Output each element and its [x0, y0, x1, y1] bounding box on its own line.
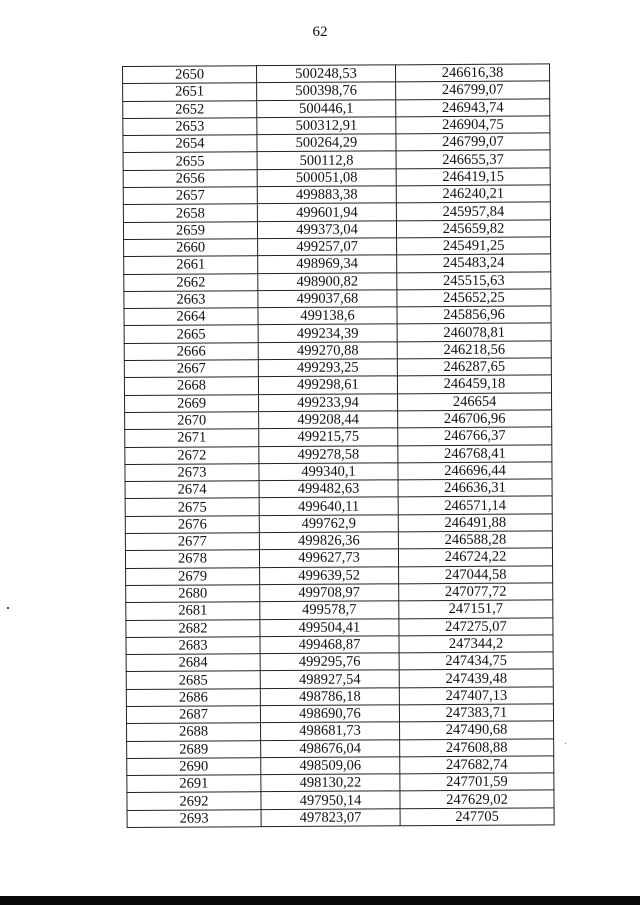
table-row: [126, 600, 553, 620]
table-row: [124, 306, 551, 326]
table-row: [124, 289, 551, 309]
point-number-cell: 2651: [123, 83, 257, 101]
table-row: [125, 496, 552, 516]
y-coordinate-cell: 247434,75: [399, 652, 553, 670]
point-number-cell: 2662: [124, 273, 258, 291]
point-number-cell: 2686: [126, 688, 260, 706]
table-row: [126, 635, 553, 655]
x-coordinate-cell: 498676,04: [261, 739, 400, 757]
y-coordinate-cell: 247608,88: [400, 738, 554, 756]
y-coordinate-cell: 246287,65: [397, 358, 551, 376]
table-row: [124, 341, 551, 361]
coordinates-table-wrapper: [122, 63, 555, 828]
x-coordinate-cell: 499373,04: [257, 220, 396, 238]
y-coordinate-cell: 246218,56: [397, 341, 551, 359]
y-coordinate-cell: 247682,74: [400, 756, 554, 774]
point-number-cell: 2656: [123, 169, 257, 187]
y-coordinate-cell: 246240,21: [396, 185, 550, 203]
point-number-cell: 2650: [123, 66, 257, 84]
point-number-cell: 2659: [123, 221, 257, 239]
y-coordinate-cell: 246636,31: [398, 479, 552, 497]
point-number-cell: 2692: [127, 792, 261, 810]
point-number-cell: 2676: [125, 515, 259, 533]
y-coordinate-cell: 246696,44: [398, 462, 552, 480]
table-row: [126, 704, 553, 724]
table-row: [127, 773, 554, 793]
table-row: [127, 756, 554, 776]
x-coordinate-cell: 499037,68: [258, 290, 397, 308]
point-number-cell: 2687: [126, 706, 260, 724]
point-number-cell: 2672: [125, 446, 259, 464]
table-row: [127, 738, 554, 758]
x-coordinate-cell: 500264,29: [257, 134, 396, 152]
point-number-cell: 2681: [126, 602, 260, 620]
x-coordinate-cell: 499208,44: [259, 411, 398, 429]
table-row: [125, 479, 552, 499]
point-number-cell: 2671: [125, 429, 259, 447]
y-coordinate-cell: 246799,07: [396, 133, 550, 151]
table-row: [127, 808, 554, 828]
point-number-cell: 2660: [124, 239, 258, 257]
point-number-cell: 2669: [125, 394, 259, 412]
y-coordinate-cell: 247407,13: [399, 687, 553, 705]
point-number-cell: 2685: [126, 671, 260, 689]
y-coordinate-cell: 246904,75: [396, 116, 550, 134]
table-row: [123, 133, 550, 153]
y-coordinate-cell: 246766,37: [398, 427, 552, 445]
point-number-cell: 2675: [125, 498, 259, 516]
point-number-cell: 2689: [127, 740, 261, 758]
point-number-cell: 2663: [124, 291, 258, 309]
x-coordinate-cell: 499482,63: [259, 480, 398, 498]
point-number-cell: 2668: [124, 377, 258, 395]
x-coordinate-cell: 498690,76: [260, 705, 399, 723]
x-coordinate-cell: 500051,08: [257, 169, 396, 187]
y-coordinate-cell: 247077,72: [399, 583, 553, 601]
y-coordinate-cell: 246571,14: [398, 496, 552, 514]
table-row: [125, 427, 552, 447]
x-coordinate-cell: 497950,14: [261, 791, 400, 809]
x-coordinate-cell: 498681,73: [261, 722, 400, 740]
x-coordinate-cell: 497823,07: [261, 809, 400, 827]
x-coordinate-cell: 498927,54: [260, 670, 399, 688]
x-coordinate-cell: 500312,91: [257, 117, 396, 135]
x-coordinate-cell: 499826,36: [259, 532, 398, 550]
point-number-cell: 2670: [125, 412, 259, 430]
point-number-cell: 2673: [125, 463, 259, 481]
point-number-cell: 2674: [125, 481, 259, 499]
x-coordinate-cell: 500446,1: [257, 99, 396, 117]
point-number-cell: 2665: [124, 325, 258, 343]
table-row: [123, 64, 550, 84]
table-row: [127, 721, 554, 741]
y-coordinate-cell: 247701,59: [400, 773, 554, 791]
y-coordinate-cell: 247705: [400, 808, 554, 826]
table-row: [123, 81, 550, 101]
y-coordinate-cell: 247344,2: [399, 635, 553, 653]
table-row: [126, 617, 553, 637]
scan-speck: [565, 743, 566, 744]
point-number-cell: 2666: [124, 342, 258, 360]
table-row: [127, 790, 554, 810]
x-coordinate-cell: 499708,97: [260, 584, 399, 602]
y-coordinate-cell: 247383,71: [399, 704, 553, 722]
coordinates-table-body: [123, 64, 555, 828]
table-row: [126, 583, 553, 603]
table-row: [124, 323, 551, 343]
x-coordinate-cell: 499257,07: [258, 238, 397, 256]
x-coordinate-cell: 499138,6: [258, 307, 397, 325]
point-number-cell: 2693: [127, 809, 261, 827]
table-row: [125, 462, 552, 482]
table-row: [125, 410, 552, 430]
x-coordinate-cell: 498130,22: [261, 774, 400, 792]
table-row: [125, 531, 552, 551]
table-row: [125, 514, 552, 534]
x-coordinate-cell: 499762,9: [259, 515, 398, 533]
x-coordinate-cell: 499278,58: [259, 445, 398, 463]
table-row: [123, 185, 550, 205]
point-number-cell: 2653: [123, 118, 257, 136]
x-coordinate-cell: 499640,11: [259, 497, 398, 515]
point-number-cell: 2682: [126, 619, 260, 637]
y-coordinate-cell: 245491,25: [397, 237, 551, 255]
y-coordinate-cell: 246706,96: [398, 410, 552, 428]
point-number-cell: 2664: [124, 308, 258, 326]
x-coordinate-cell: 499639,52: [260, 566, 399, 584]
point-number-cell: 2690: [127, 758, 261, 776]
x-coordinate-cell: 498786,18: [260, 688, 399, 706]
x-coordinate-cell: 499627,73: [259, 549, 398, 567]
y-coordinate-cell: 246655,37: [396, 150, 550, 168]
point-number-cell: 2667: [124, 360, 258, 378]
point-number-cell: 2652: [123, 100, 257, 118]
y-coordinate-cell: 245483,24: [397, 254, 551, 272]
x-coordinate-cell: 499293,25: [258, 359, 397, 377]
y-coordinate-cell: 246078,81: [397, 323, 551, 341]
y-coordinate-cell: 246724,22: [398, 548, 552, 566]
x-coordinate-cell: 499298,61: [258, 376, 397, 394]
x-coordinate-cell: 499468,87: [260, 636, 399, 654]
point-number-cell: 2677: [125, 533, 259, 551]
point-number-cell: 2691: [127, 775, 261, 793]
x-coordinate-cell: 500248,53: [257, 65, 396, 83]
point-number-cell: 2657: [123, 187, 257, 205]
x-coordinate-cell: 500112,8: [257, 151, 396, 169]
x-coordinate-cell: 499233,94: [259, 393, 398, 411]
y-coordinate-cell: 246588,28: [398, 531, 552, 549]
table-row: [123, 98, 550, 118]
table-row: [123, 220, 550, 240]
table-row: [124, 358, 551, 378]
y-coordinate-cell: 247151,7: [399, 600, 553, 618]
point-number-cell: 2661: [124, 256, 258, 274]
y-coordinate-cell: 246616,38: [395, 64, 549, 82]
point-number-cell: 2658: [123, 204, 257, 222]
table-row: [125, 393, 552, 413]
y-coordinate-cell: 245515,63: [397, 271, 551, 289]
y-coordinate-cell: 246799,07: [396, 81, 550, 99]
table-row: [123, 150, 550, 170]
y-coordinate-cell: 247490,68: [400, 721, 554, 739]
y-coordinate-cell: 245659,82: [396, 220, 550, 238]
scan-speck: [7, 607, 9, 609]
x-coordinate-cell: 499215,75: [259, 428, 398, 446]
y-coordinate-cell: 246654: [398, 393, 552, 411]
y-coordinate-cell: 246768,41: [398, 444, 552, 462]
x-coordinate-cell: 499601,94: [257, 203, 396, 221]
x-coordinate-cell: 499295,76: [260, 653, 399, 671]
x-coordinate-cell: 498509,06: [261, 757, 400, 775]
y-coordinate-cell: 246459,18: [397, 375, 551, 393]
point-number-cell: 2678: [125, 550, 259, 568]
x-coordinate-cell: 499504,41: [260, 618, 399, 636]
y-coordinate-cell: 245856,96: [397, 306, 551, 324]
table-row: [126, 687, 553, 707]
coordinates-table: [122, 63, 555, 828]
y-coordinate-cell: 247044,58: [399, 565, 553, 583]
y-coordinate-cell: 246491,88: [398, 514, 552, 532]
y-coordinate-cell: 247439,48: [399, 669, 553, 687]
scan-bottom-edge: [0, 896, 640, 905]
point-number-cell: 2688: [127, 723, 261, 741]
y-coordinate-cell: 245652,25: [397, 289, 551, 307]
x-coordinate-cell: 499883,38: [257, 186, 396, 204]
point-number-cell: 2684: [126, 654, 260, 672]
x-coordinate-cell: 499270,88: [258, 342, 397, 360]
x-coordinate-cell: 499340,1: [259, 463, 398, 481]
x-coordinate-cell: 498900,82: [258, 272, 397, 290]
y-coordinate-cell: 246419,15: [396, 168, 550, 186]
y-coordinate-cell: 246943,74: [396, 98, 550, 116]
y-coordinate-cell: 247275,07: [399, 617, 553, 635]
table-row: [124, 375, 551, 395]
point-number-cell: 2680: [126, 585, 260, 603]
x-coordinate-cell: 500398,76: [257, 82, 396, 100]
page-number: 62: [312, 24, 328, 40]
point-number-cell: 2679: [126, 567, 260, 585]
table-row: [125, 548, 552, 568]
table-row: [124, 271, 551, 291]
point-number-cell: 2654: [123, 135, 257, 153]
table-row: [124, 254, 551, 274]
y-coordinate-cell: 247629,02: [400, 790, 554, 808]
y-coordinate-cell: 245957,84: [396, 202, 550, 220]
table-row: [124, 237, 551, 257]
table-row: [126, 652, 553, 672]
table-row: [125, 444, 552, 464]
point-number-cell: 2683: [126, 636, 260, 654]
x-coordinate-cell: 499234,39: [258, 324, 397, 342]
table-row: [123, 116, 550, 136]
x-coordinate-cell: 498969,34: [258, 255, 397, 273]
table-row: [126, 565, 553, 585]
table-row: [123, 168, 550, 188]
point-number-cell: 2655: [123, 152, 257, 170]
table-row: [123, 202, 550, 222]
table-row: [126, 669, 553, 689]
x-coordinate-cell: 499578,7: [260, 601, 399, 619]
